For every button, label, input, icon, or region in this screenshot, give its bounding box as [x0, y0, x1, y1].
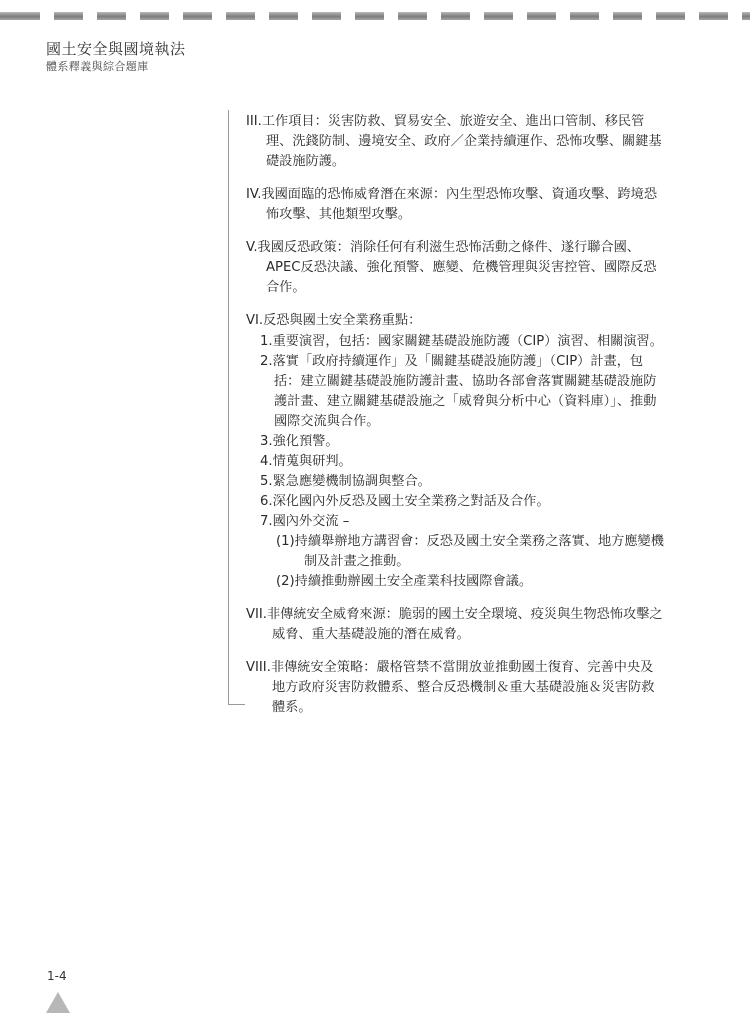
section-5-text: V.我國反恐政策：消除任何有利滋生恐怖活動之條件、遂行聯合國、APEC反恐決議、強化預警、應變、危機管理與災害控管、國際反恐合作。 — [246, 240, 657, 295]
section-6-heading: VI.反恐與國土安全業務重點： — [246, 313, 422, 328]
section-6-sublist — [276, 532, 666, 592]
list-item: 2.落實「政府持續運作」及「關鍵基礎設施防護」（CIP）計畫，包括：建立關鍵基礎設施防護計畫、協助各部會落實關鍵基礎設施防護計畫、建立關鍵基礎設施之「威脅與分析中心（資料庫）」、推動國際交流與合作。 — [260, 354, 657, 429]
section-4 — [246, 185, 666, 225]
content-bracket — [228, 110, 245, 705]
section-7 — [246, 605, 666, 645]
header-band — [0, 12, 750, 20]
page-corner-triangle-icon — [46, 992, 70, 1013]
main-content — [246, 112, 666, 731]
section-3 — [246, 112, 666, 172]
section-8-text: VIII.非傳統安全策略：嚴格管禁不當開放並推動國土復育、完善中央及地方政府災害防救體系、整合反恐機制＆重大基礎設施＆災害防救體系。 — [246, 660, 655, 715]
list-item: (2)持續推動辦國土安全產業科技國際會議。 — [276, 574, 533, 589]
section-5 — [246, 238, 666, 298]
section-4-text: IV.我國面臨的恐怖威脅潛在來源：內生型恐怖攻擊、資通攻擊、跨境恐怖攻擊、其他類型攻擊。 — [246, 187, 658, 222]
page-number: 1-4 — [47, 969, 67, 983]
book-subtitle: 體系釋義與綜合題庫 — [46, 60, 149, 73]
section-6 — [246, 311, 666, 592]
list-item: 3.強化預警。 — [260, 434, 339, 449]
section-6-list — [260, 332, 666, 592]
list-item: 5.緊急應變機制協調與整合。 — [260, 474, 431, 489]
list-item: 4.情蒐與研判。 — [260, 454, 352, 469]
book-title: 國土安全與國境執法 — [46, 40, 186, 58]
list-item: 1.重要演習，包括：國家關鍵基礎設施防護（CIP）演習、相關演習。 — [260, 334, 663, 349]
list-item: 6.深化國內外反恐及國土安全業務之對話及合作。 — [260, 494, 550, 509]
section-7-text: VII.非傳統安全威脅來源：脆弱的國土安全環境、疫災與生物恐怖攻擊之威脅、重大基礎設施的潛在威脅。 — [246, 607, 663, 642]
section-8 — [246, 658, 666, 718]
list-item: (1)持續舉辦地方講習會：反恐及國土安全業務之落實、地方應變機制及計畫之推動。 — [276, 534, 664, 569]
section-3-text: III.工作項目：災害防救、貿易安全、旅遊安全、進出口管制、移民管理、洗錢防制、邊境安全、政府／企業持續運作、恐怖攻擊、關鍵基礎設施防護。 — [246, 114, 662, 169]
list-item: 7.國內外交流 – — [260, 514, 350, 529]
